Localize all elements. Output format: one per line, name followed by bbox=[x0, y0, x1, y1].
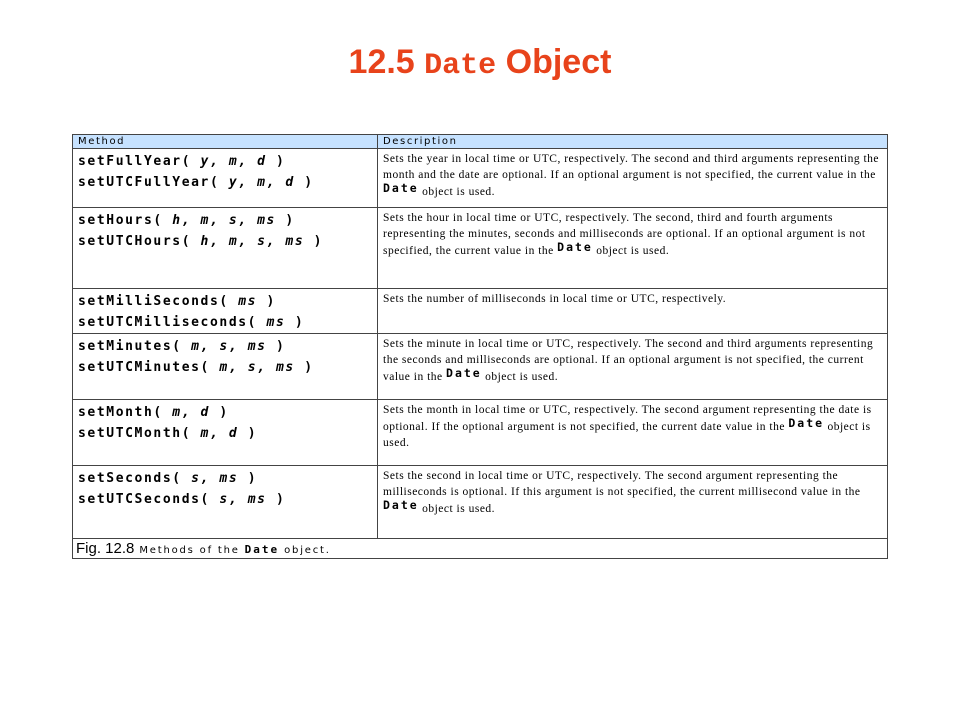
method-signature: setUTCMinutes( m, s, ms ) bbox=[78, 360, 314, 375]
figure-number: Fig. 12.8 bbox=[76, 539, 135, 557]
method-description: Sets the month in local time or UTC, respectively. The second argument representing the date is optional. If the optional argument is not specified, the current date value in the Date object is used. bbox=[383, 404, 872, 449]
method-cell bbox=[73, 334, 378, 400]
title-object-word: Object bbox=[505, 43, 612, 81]
table-row bbox=[73, 400, 888, 466]
method-signature: setUTCSeconds( s, ms ) bbox=[78, 492, 286, 507]
method-signature: setUTCMilliseconds( ms ) bbox=[78, 315, 305, 330]
method-description: Sets the hour in local time or UTC, respectively. The second, third and fourth arguments representing the minutes, seconds and milliseconds are optional. If an optional argument is not specified, the current value in the Date object is used. bbox=[383, 212, 866, 257]
title-number: 12.5 bbox=[348, 43, 415, 81]
method-signature: setSeconds( s, ms ) bbox=[78, 471, 258, 486]
description-cell bbox=[378, 334, 888, 400]
slide-title bbox=[0, 40, 960, 88]
caption-text-before: Methods of the bbox=[134, 544, 245, 556]
method-signature: setHours( h, m, s, ms ) bbox=[78, 213, 295, 228]
method-signature: setUTCFullYear( y, m, d ) bbox=[78, 175, 314, 190]
caption-object-name: Date bbox=[244, 542, 280, 556]
method-cell bbox=[73, 289, 378, 334]
method-cell bbox=[73, 208, 378, 289]
method-cell bbox=[73, 149, 378, 208]
method-cell bbox=[73, 466, 378, 539]
method-description: Sets the second in local time or UTC, respectively. The second argument representing the milliseconds is optional. If this argument is not specified, the current millisecond value in the Date object is used. bbox=[383, 470, 861, 515]
description-column-header: Description bbox=[378, 135, 888, 149]
caption-row bbox=[73, 539, 888, 559]
description-cell bbox=[378, 208, 888, 289]
title-date-mono: Date bbox=[424, 49, 497, 83]
caption-text-after: object. bbox=[279, 544, 331, 556]
table-header-row bbox=[73, 135, 888, 149]
description-cell bbox=[378, 400, 888, 466]
table-row bbox=[73, 208, 888, 289]
figure-caption bbox=[73, 539, 888, 559]
method-signature: setFullYear( y, m, d ) bbox=[78, 154, 286, 169]
method-description: Sets the year in local time or UTC, respectively. The second and third arguments representing the month and the date are optional. If an optional argument is not specified, the current value in the Date object is used. bbox=[383, 153, 880, 198]
method-column-header: Method bbox=[73, 135, 378, 149]
table-row bbox=[73, 466, 888, 539]
method-cell bbox=[73, 400, 378, 466]
method-description: Sets the minute in local time or UTC, respectively. The second and third arguments representing the seconds and milliseconds are optional. If an optional argument is not specified, the current value in the Date object is used. bbox=[383, 338, 874, 383]
table-row bbox=[73, 289, 888, 334]
method-signature: setMinutes( m, s, ms ) bbox=[78, 339, 286, 354]
method-signature: setUTCMonth( m, d ) bbox=[78, 426, 258, 441]
method-signature: setUTCHours( h, m, s, ms ) bbox=[78, 234, 324, 249]
date-methods-table bbox=[72, 134, 888, 559]
table-row bbox=[73, 334, 888, 400]
description-cell bbox=[378, 149, 888, 208]
method-signature: setMilliSeconds( ms ) bbox=[78, 294, 276, 309]
method-signature: setMonth( m, d ) bbox=[78, 405, 229, 420]
table-row bbox=[73, 149, 888, 208]
description-cell bbox=[378, 466, 888, 539]
method-description: Sets the number of milliseconds in local time or UTC, respectively. bbox=[383, 293, 727, 305]
description-cell bbox=[378, 289, 888, 334]
